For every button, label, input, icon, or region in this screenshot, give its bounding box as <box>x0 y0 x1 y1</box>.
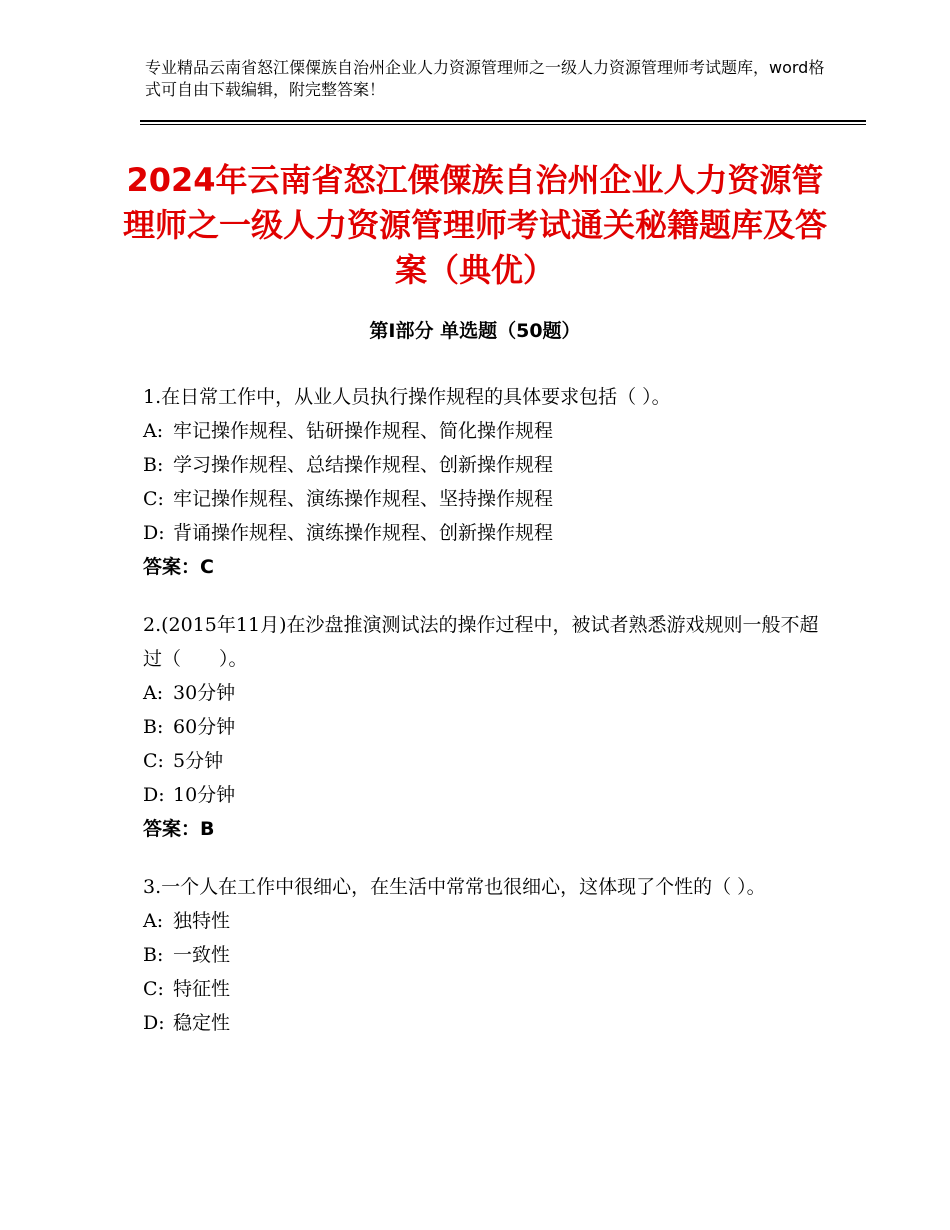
option-text: 稳定性 <box>173 1012 231 1034</box>
option-a <box>143 904 823 938</box>
answer: 答案：C <box>143 556 214 578</box>
option-text: 60分钟 <box>173 716 236 738</box>
option-text: 5分钟 <box>173 750 224 772</box>
option-text: 牢记操作规程、钻研操作规程、简化操作规程 <box>173 420 554 442</box>
question-list <box>143 380 823 1064</box>
question-stem: 3.一个人在工作中很细心，在生活中常常也很细心，这体现了个性的（ ）。 <box>143 876 766 898</box>
option-text: 背诵操作规程、演练操作规程、创新操作规程 <box>173 522 554 544</box>
option-c <box>143 482 823 516</box>
option-letter: D: <box>143 1012 165 1034</box>
option-text: 10分钟 <box>173 784 236 806</box>
option-b <box>143 710 823 744</box>
option-text: 牢记操作规程、演练操作规程、坚持操作规程 <box>173 488 554 510</box>
option-letter: A: <box>143 420 164 442</box>
option-text: 一致性 <box>173 944 231 966</box>
option-letter: B: <box>143 454 164 476</box>
option-text: 学习操作规程、总结操作规程、创新操作规程 <box>173 454 554 476</box>
option-c <box>143 744 823 778</box>
option-a <box>143 414 823 448</box>
option-d <box>143 778 823 812</box>
question-3 <box>143 870 823 1040</box>
option-text: 特征性 <box>173 978 231 1000</box>
option-letter: C: <box>143 488 164 510</box>
question-2 <box>143 608 823 846</box>
option-letter: D: <box>143 784 165 806</box>
question-1 <box>143 380 823 584</box>
document-title: 2024年云南省怒江傈僳族自治州企业人力资源管理师之一级人力资源管理师考试通关秘籍题库及答案（典优） <box>122 161 827 289</box>
option-letter: C: <box>143 978 164 1000</box>
option-letter: B: <box>143 944 164 966</box>
option-letter: D: <box>143 522 165 544</box>
option-d <box>143 516 823 550</box>
option-c <box>143 972 823 1006</box>
option-text: 独特性 <box>173 910 231 932</box>
option-letter: A: <box>143 910 164 932</box>
option-a <box>143 676 823 710</box>
section-heading: 第Ⅰ部分 单选题（50题） <box>369 320 581 342</box>
answer: 答案：B <box>143 818 215 840</box>
header-rule-thick <box>140 120 866 122</box>
header-rule-thin <box>140 124 866 125</box>
header-note: 专业精品云南省怒江傈僳族自治州企业人力资源管理师之一级人力资源管理师考试题库，word格式可自由下载编辑，附完整答案！ <box>145 58 825 99</box>
option-letter: A: <box>143 682 164 704</box>
option-letter: B: <box>143 716 164 738</box>
option-b <box>143 448 823 482</box>
option-d <box>143 1006 823 1040</box>
question-stem: 2.(2015年11月)在沙盘推演测试法的操作过程中，被试者熟悉游戏规则一般不超过（ ）。 <box>143 614 819 670</box>
option-letter: C: <box>143 750 164 772</box>
question-stem: 1.在日常工作中，从业人员执行操作规程的具体要求包括（ ）。 <box>143 386 671 408</box>
option-text: 30分钟 <box>173 682 236 704</box>
option-b <box>143 938 823 972</box>
